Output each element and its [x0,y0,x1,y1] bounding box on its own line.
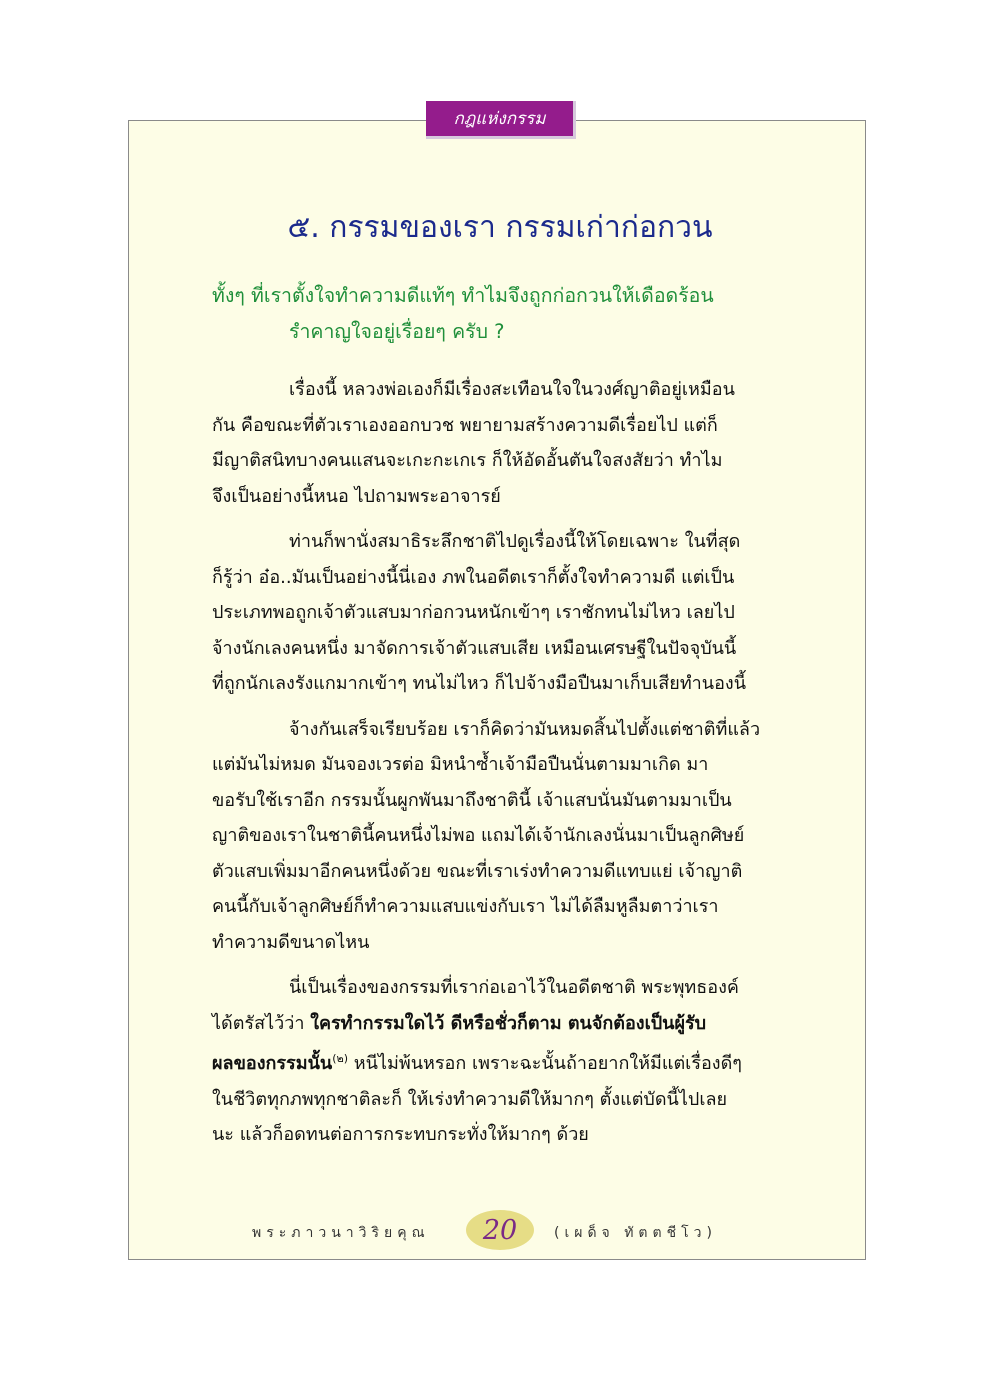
text-line: นี่เป็นเรื่องของกรรมที่เราก่อเอาไว้ในอดีตชาติ พระพุทธองค์ [289,977,739,998]
paragraph-1 [212,372,794,514]
question-line-2: รำคาญใจอยู่เรื่อยๆ ครับ ? [289,320,505,343]
text-line: ที่ถูกนักเลงรังแกมากเข้าๆ ทนไม่ไหว ก็ไปจ้างมือปืนมาเก็บเสียทำนองนี้ [212,673,746,694]
text-run: ได้ตรัสไว้ว่า [212,1012,311,1034]
footnote-marker: (๒) [332,1052,349,1065]
paragraph-4 [212,970,794,1153]
text-line: จึงเป็นอย่างนี้หนอ ไปถามพระอาจารย์ [212,485,501,507]
text-line: จ้างกันเสร็จเรียบร้อย เราก็คิดว่ามันหมดสิ้นไปตั้งแต่ชาติที่แล้ว [289,718,761,740]
text-line: คนนี้กับเจ้าลูกศิษย์ก็ทำความแสบแข่งกับเรา ไม่ได้ลืมหูลืมตาว่าเรา [212,896,719,917]
text-line: ก็รู้ว่า อ๋อ..มันเป็นอย่างนี้นี่เอง ภพในอดีตเราก็ตั้งใจทำความดี แต่เป็น [212,566,735,588]
question-line-1: ทั้งๆ ที่เราตั้งใจทำความดีแท้ๆ ทำไมจึงถูกก่อกวนให้เดือดร้อน [212,284,714,307]
text-line: ตัวแสบเพิ่มมาอีกคนหนึ่งด้วย ขณะที่เราเร่งทำความดีแทบแย่ เจ้าญาติ [212,860,743,882]
text-line: มีญาติสนิทบางคนแสนจะเกะกะเกเร ก็ให้อัดอั้นตันใจสงสัยว่า ทำไม [212,450,723,471]
text-run: หนีไม่พ้นหรอก เพราะฉะนั้นถ้าอยากให้มีแต่เรื่องดีๆ [348,1053,742,1074]
text-line [212,1041,794,1082]
emphasis-quote: ใครทำกรรมใดไว้ ดีหรือชั่วก็ตาม ตนจักต้องเป็นผู้รับ [310,1012,707,1034]
text-line: ประเภทพอถูกเจ้าตัวแสบมาก่อกวนหนักเข้าๆ เราชักทนไม่ไหว เลยไป [212,602,735,623]
page-footer [0,1210,1000,1250]
text-line: ขอรับใช้เราอีก กรรมนั้นผูกพันมาถึงชาตินี้ เจ้าแสบนั่นมันตามมาเป็น [212,789,732,811]
text-line: ญาติของเราในชาตินี้คนหนึ่งไม่พอ แถมได้เจ้านักเลงนั่นมาเป็นลูกศิษย์ [212,825,745,846]
page-number-badge [466,1210,534,1250]
text-line: กัน คือขณะที่ตัวเราเองออกบวช พยายามสร้างความดีเรื่อยไป แต่ก็ [212,414,718,436]
text-line: ในชีวิตทุกภพทุกชาติละก็ ให้เร่งทำความดีให้มากๆ ตั้งแต่บัดนี้ไปเลย [212,1088,728,1110]
footer-author-name: (เผด็จ ทัตตชีโว) [554,1225,717,1241]
chapter-title: ๕. กรรมของเรา กรรมเก่าก่อกวน [287,210,713,245]
section-header-label: กฎแห่งกรรม [453,109,546,129]
section-header-tab [426,101,576,139]
text-line: ทำความดีขนาดไหน [212,931,370,953]
footer-author: พระภาวนาวิริยคุณ [252,1225,430,1241]
text-line: เรื่องนี้ หลวงพ่อเองก็มีเรื่องสะเทือนใจในวงศ์ญาติอยู่เหมือน [289,379,735,400]
page-number: 20 [482,1214,518,1246]
paragraph-3 [212,712,794,961]
answer-body [212,372,794,1163]
text-line [212,1006,794,1042]
text-line: แต่มันไม่หมด มันจองเวรต่อ มิหนำซ้ำเจ้ามือปืนนั่นตามมาเกิด มา [212,754,709,775]
question-block [212,278,812,350]
emphasis-quote: ผลของกรรมนั้น [212,1053,333,1074]
text-line: ท่านก็พานั่งสมาธิระลึกชาติไปดูเรื่องนี้ให้โดยเฉพาะ ในที่สุด [289,531,741,552]
text-line: นะ แล้วก็อดทนต่อการกระทบกระทั่งให้มากๆ ด้วย [212,1124,589,1145]
text-line: จ้างนักเลงคนหนึ่ง มาจัดการเจ้าตัวแสบเสีย เหมือนเศรษฐีในปัจจุบันนี้ [212,637,737,659]
paragraph-2 [212,524,794,702]
